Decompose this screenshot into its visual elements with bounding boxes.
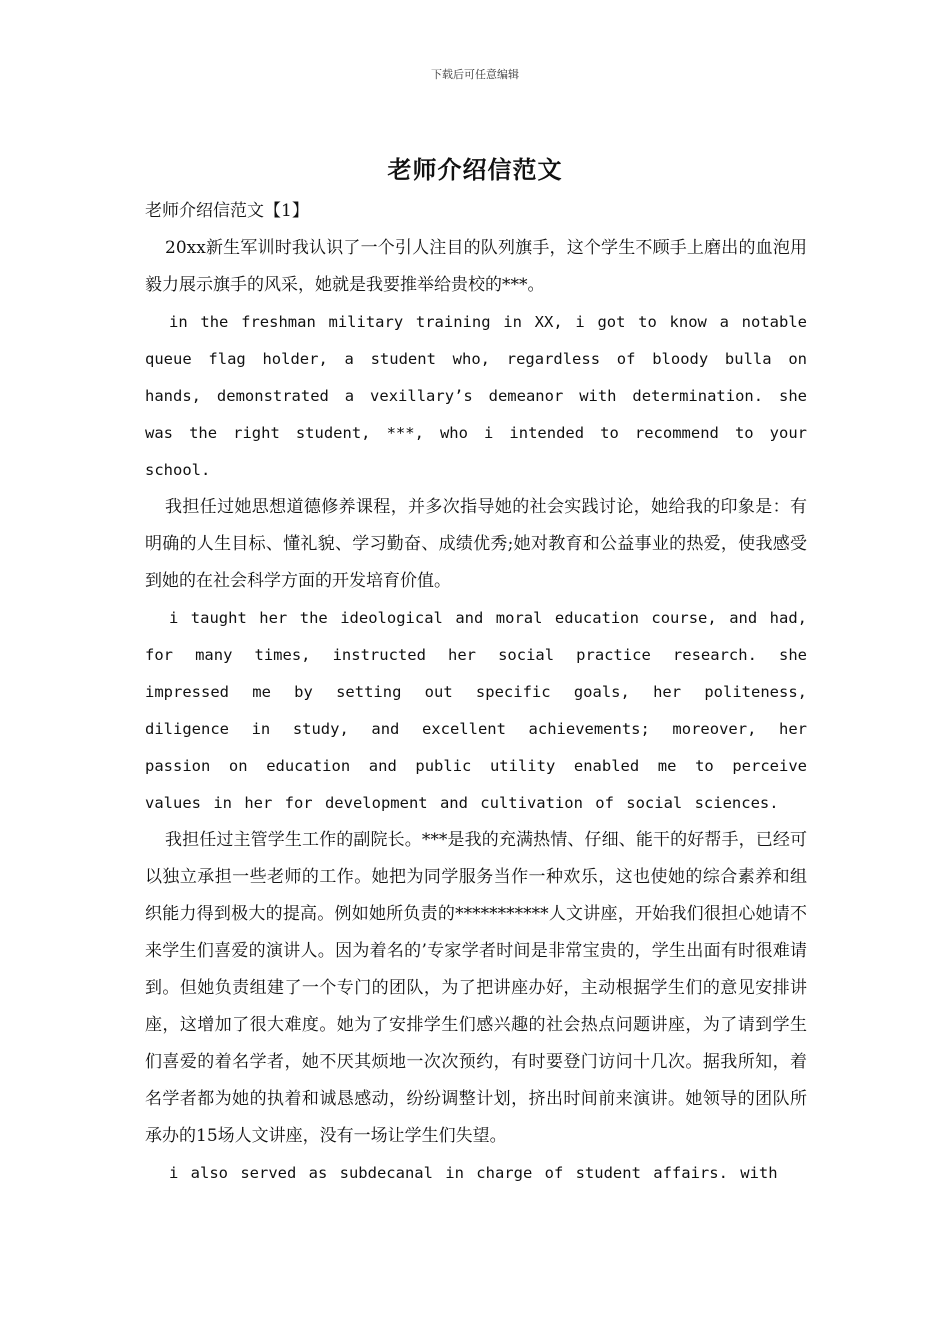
- document-body: [145, 196, 807, 1192]
- paragraph-zh-1: 20xx新生军训时我认识了一个引人注目的队列旗手，这个学生不顾手上磨出的血泡用毅力展示旗手的风采，她就是我要推举给贵校的***。: [145, 238, 807, 295]
- paragraph-en-1: in the freshman military training in XX, i got to know a notable queue flag holder, a student who, regardless of bloody bulla on hands, demonstrated a vexillary’s demeanor with determination. she was the right student, ***, who i intended to recommend to your school.: [145, 313, 807, 479]
- paragraph-en-2: i taught her the ideological and moral education course, and had, for many times, instructed her social practice research. she impressed me by setting out specific goals, her politeness, diligence in study, and excellent achievements; moreover, her passion on education and public utility enabled me to perceive values in her for development and cultivation of social sciences.: [145, 609, 807, 812]
- section-heading: 老师介绍信范文【1】: [145, 201, 309, 221]
- paragraph-zh-2: 我担任过她思想道德修养课程，并多次指导她的社会实践讨论，她给我的印象是：有明确的人生目标、懂礼貌、学习勤奋、成绩优秀;她对教育和公益事业的热爱，使我感受到她的在社会科学方面的开发培育价值。: [145, 497, 807, 591]
- paragraph-zh-3: 我担任过主管学生工作的副院长。***是我的充满热情、仔细、能干的好帮手，已经可以独立承担一些老师的工作。她把为同学服务当作一种欢乐，这也使她的综合素养和组织能力得到极大的提高。例如她所负责的***********人文讲座，开始我们很担心她请不来学生们喜爱的演讲人。因为着名的’专家学者时间是非常宝贵的，学生出面有时很难请到。但她负责组建了一个专门的团队，为了把讲座办好，主动根据学生们的意见安排讲座，这增加了很大难度。她为了安排学生们感兴趣的社会热点问题讲座，为了请到学生们喜爱的着名学者，她不厌其烦地一次次预约，有时要登门访问十几次。据我所知，着名学者都为她的执着和诚恳感动，纷纷调整计划，挤出时间前来演讲。她领导的团队所承办的15场人文讲座，没有一场让学生们失望。: [145, 830, 807, 1146]
- paragraph-en-3: i also served as subdecanal in charge of student affairs. with: [169, 1164, 778, 1182]
- document-title: 老师介绍信范文: [387, 155, 563, 184]
- header-note: 下载后可任意编辑: [431, 68, 519, 81]
